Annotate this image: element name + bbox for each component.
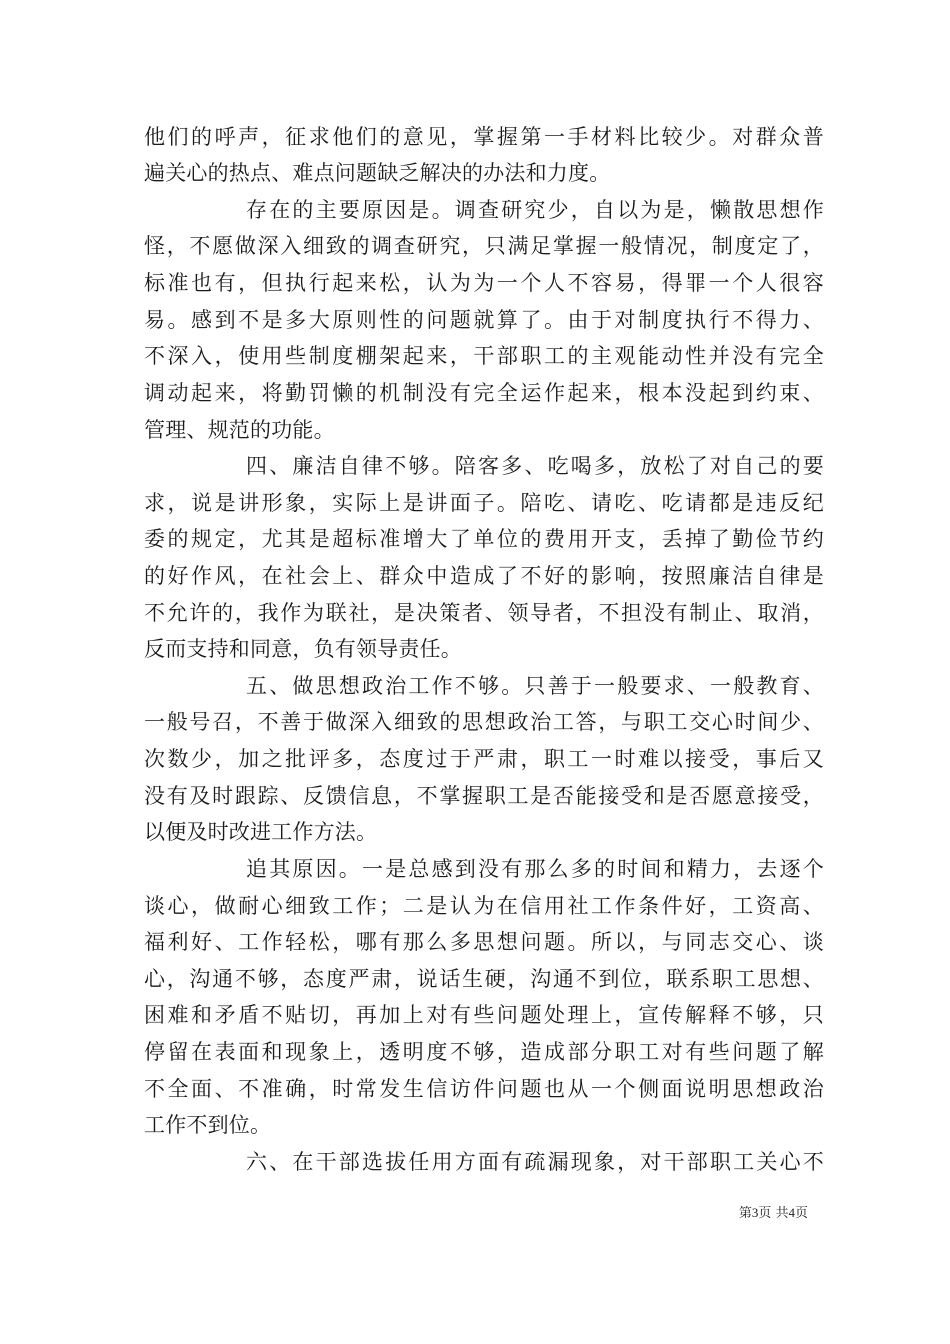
text-line: 怪，不愿做深入细致的调查研究，只满足掌握一般情况，制度定了， — [144, 234, 824, 258]
paragraph-start-line: 六、在干部选拔任用方面有疏漏现象，对干部职工关心不 — [246, 1150, 824, 1174]
paragraph-start-line: 四、廉洁自律不够。陪客多、吃喝多，放松了对自己的要 — [246, 454, 824, 478]
text-line: 不允许的，我作为联社，是决策者、领导者，不担没有制止、取消， — [144, 601, 824, 625]
text-line: 遍关心的热点、难点问题缺乏解决的办法和力度。 — [144, 161, 611, 185]
text-line: 调动起来，将勤罚懒的机制没有完全运作起来，根本没起到约束、 — [144, 381, 824, 405]
text-line: 以便及时改进工作方法。 — [144, 820, 378, 844]
text-line: 反而支持和同意，负有领导责任。 — [144, 637, 462, 661]
text-line: 的好作风，在社会上、群众中造成了不好的影响，按照廉洁自律是 — [144, 564, 824, 588]
text-line: 一般号召，不善于做深入细致的思想政治工答，与职工交心时间少、 — [144, 710, 824, 734]
text-line: 求，说是讲形象，实际上是讲面子。陪吃、请吃、吃请都是违反纪 — [144, 491, 824, 515]
text-line: 工作不到位。 — [144, 1113, 272, 1137]
text-line: 他们的呼声，征求他们的意见，掌握第一手材料比较少。对群众普 — [144, 125, 824, 149]
text-line: 不深入，使用些制度棚架起来，干部职工的主观能动性并没有完全 — [144, 344, 824, 368]
text-line: 管理、规范的功能。 — [144, 418, 335, 442]
paragraph-start-line: 追其原因。一是总感到没有那么多的时间和精力，去逐个 — [246, 857, 824, 881]
footer-prefix: 第 — [738, 1206, 752, 1221]
text-line: 次数少，加之批评多，态度过于严肃，职工一时难以接受，事后又 — [144, 747, 824, 771]
text-line: 困难和矛盾不贴切，再加上对有些问题处理上，宣传解释不够，只 — [144, 1003, 824, 1027]
footer-suffix: 页 — [794, 1206, 808, 1221]
text-line: 标准也有，但执行起来松，认为为一个人不容易，得罪一个人很容 — [144, 271, 824, 295]
text-line: 委的规定，尤其是超标准增大了单位的费用开支，丢掉了勤俭节约 — [144, 527, 824, 551]
text-line: 停留在表面和现象上，透明度不够，造成部分职工对有些问题了解 — [144, 1040, 824, 1064]
text-line: 易。感到不是多大原则性的问题就算了。由于对制度执行不得力、 — [144, 308, 824, 332]
total-pages-number: 4 — [788, 1205, 795, 1220]
text-line: 没有及时跟踪、反馈信息，不掌握职工是否能接受和是否愿意接受， — [144, 784, 824, 808]
paragraph-start-line: 存在的主要原因是。调查研究少，自以为是，懒散思想作 — [246, 198, 824, 222]
text-line: 心，沟通不够，态度严肃，说话生硬，沟通不到位，联系职工思想、 — [144, 967, 824, 991]
current-page-number: 3 — [751, 1205, 759, 1220]
text-line: 不全面、不准确，时常发生信访件问题也从一个侧面说明思想政治 — [144, 1077, 824, 1101]
footer-middle: 页 共 — [758, 1206, 789, 1221]
page-number-footer — [0, 1204, 808, 1223]
paragraph-start-line: 五、做思想政治工作不够。只善于一般要求、一般教育、 — [246, 674, 824, 698]
text-line: 谈心，做耐心细致工作；二是认为在信用社工作条件好，工资高、 — [144, 894, 824, 918]
text-line: 福利好、工作轻松，哪有那么多思想问题。所以，与同志交心、谈 — [144, 930, 824, 954]
